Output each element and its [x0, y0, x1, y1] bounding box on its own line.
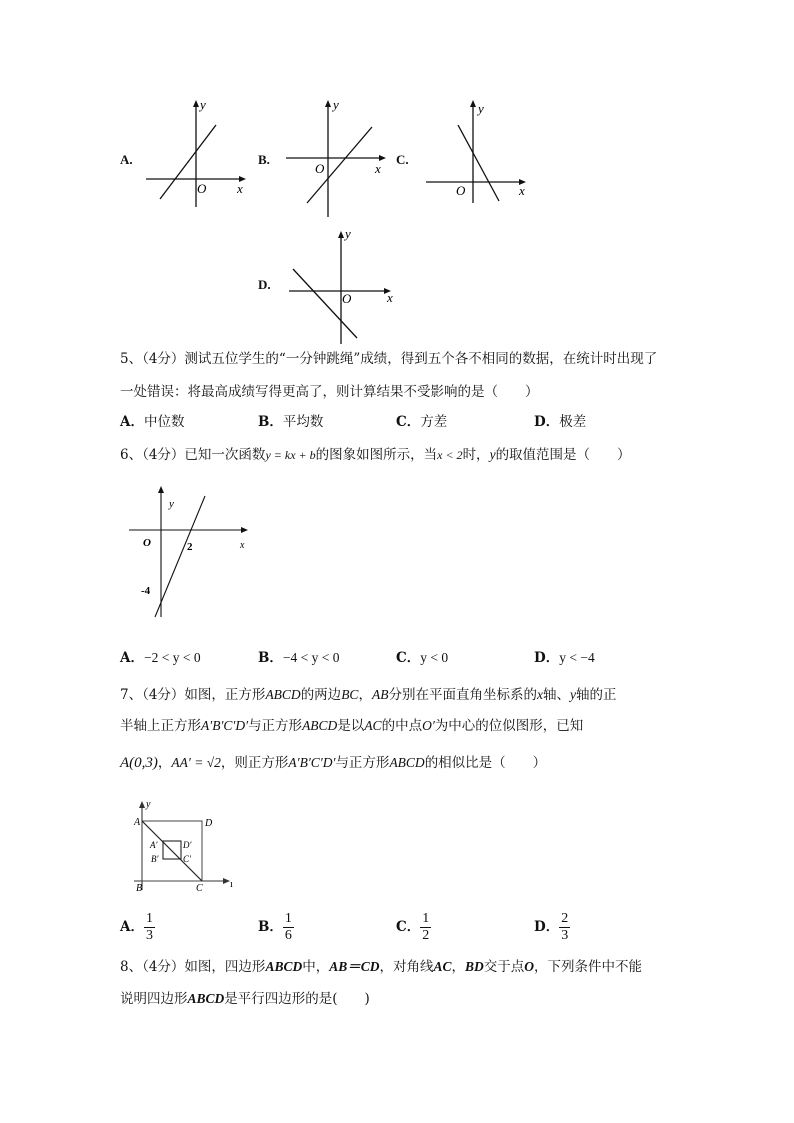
- q6-stem-suffix: 的取值范围是（ ）: [495, 447, 631, 463]
- y-arrow: [338, 231, 344, 238]
- q7-text: 是以: [337, 718, 365, 734]
- q7-bc: BC: [341, 687, 359, 702]
- q5-option-b-label: B．: [258, 414, 283, 430]
- y-label: y: [478, 101, 484, 116]
- label-d-prime: D′: [183, 840, 192, 850]
- q8-text: ，下列条件中不能: [534, 959, 642, 975]
- label-d: D: [205, 818, 213, 829]
- q7-text: 的中点: [381, 718, 423, 734]
- graph-c: [422, 95, 534, 205]
- q8-ac: AC: [433, 959, 452, 974]
- q6-option-d-label: D．: [534, 650, 560, 666]
- q7-text: 的两边: [300, 687, 342, 703]
- option-b-label: B.: [258, 152, 270, 167]
- label-c-prime: C′: [183, 854, 191, 864]
- x-arrow: [241, 527, 248, 533]
- q6-option-a-label: A．: [120, 650, 144, 666]
- q8-bd: BD: [464, 959, 484, 974]
- denominator: 6: [284, 928, 292, 943]
- q6-option-d-text: y < −4: [559, 650, 595, 665]
- y-label: y: [333, 97, 339, 112]
- y-arrow: [158, 486, 164, 493]
- q8-text: ，对角线: [379, 959, 434, 975]
- origin-label: O: [456, 183, 466, 198]
- q7-option-d-fraction: [559, 912, 570, 943]
- q7-text: 与正方形: [248, 718, 303, 734]
- q7-text: 的相似比是（ ）: [424, 755, 547, 771]
- q7-text: 轴的正: [575, 687, 617, 703]
- q7-option-c-label: C．: [396, 918, 421, 935]
- x-label: ı: [230, 879, 233, 890]
- q7-option-c-fraction: [420, 912, 431, 943]
- q5-stem-line1: 5、（4分）测试五位学生的“一分钟跳绳”成绩，得到五个各不相同的数据，在统计时出现了: [120, 351, 658, 367]
- q7-abcd: ABCD: [389, 755, 425, 770]
- q5-option-a-text: 中位数: [143, 414, 185, 430]
- q7-abcd: ABCD: [265, 687, 301, 702]
- label-a: A: [134, 817, 141, 828]
- q7-option-a: [120, 912, 155, 943]
- q8-o: O: [524, 959, 534, 974]
- q6-stem-condition: x < 2: [437, 448, 463, 462]
- numerator: 1: [422, 911, 430, 926]
- q7-aa-length: AA′ = √2: [171, 755, 221, 770]
- q6-option-c-text: y < 0: [420, 650, 449, 665]
- q6-option-b: [258, 651, 340, 666]
- option-d-label: D.: [258, 277, 271, 292]
- label-c: C: [196, 883, 203, 894]
- y-label: y: [146, 799, 151, 810]
- q6-stem-mid2: 时，: [462, 447, 490, 463]
- y-arrow: [139, 801, 145, 808]
- q7-abcd: ABCD: [302, 718, 338, 733]
- numerator: 1: [145, 911, 153, 926]
- q7-point-a: A(0,3): [120, 755, 158, 771]
- q6-stem: [120, 448, 631, 463]
- q5-option-d-label: D．: [534, 414, 560, 430]
- x-label: x: [240, 540, 245, 551]
- denominator: 2: [422, 928, 430, 943]
- y-arrow: [325, 100, 331, 107]
- q7-o-prime: O′: [422, 718, 435, 733]
- q7-line2: [120, 719, 583, 734]
- diagonal-ac: [142, 821, 202, 881]
- graph-a: [142, 95, 252, 207]
- q7-text: ，则正方形: [220, 755, 289, 771]
- q6-option-a-text: −2 < y < 0: [143, 650, 201, 665]
- label-b: B: [136, 883, 143, 894]
- q7-ab: AB: [371, 687, 389, 702]
- q6-stem-prefix: 6、（4分）已知一次函数: [120, 447, 266, 463]
- x-label: x: [237, 181, 243, 196]
- q7-text: 与正方形: [335, 755, 390, 771]
- q5-option-d-text: 极差: [559, 414, 587, 430]
- q6-graph: [125, 482, 260, 627]
- q6-option-b-label: B．: [258, 650, 283, 666]
- q7-option-a-fraction: [144, 912, 155, 943]
- y-label: y: [169, 498, 174, 510]
- q8-text: 8、（4分）如图，四边形: [120, 959, 266, 975]
- square-prime: [163, 841, 181, 859]
- y-arrow: [470, 100, 476, 107]
- q5-option-c-label: C．: [396, 414, 421, 430]
- x-label: x: [375, 161, 381, 176]
- q6-option-d: [534, 651, 595, 666]
- q8-abcd: ABCD: [265, 959, 303, 974]
- q7-ac: AC: [364, 718, 382, 733]
- q5-option-a: [120, 416, 184, 430]
- origin-label: O: [342, 291, 352, 306]
- label-b-prime: B′: [151, 854, 159, 864]
- y-label: y: [345, 226, 351, 241]
- q7-square-prime: A′B′C′D′: [201, 718, 249, 733]
- q7-text: ，: [358, 687, 372, 703]
- q7-square-prime: A′B′C′D′: [288, 755, 336, 770]
- q7-option-b-fraction: [283, 912, 294, 943]
- q7-text: 7、（4分）如图，正方形: [120, 687, 266, 703]
- function-line: [160, 125, 216, 199]
- q7-option-b: [258, 912, 294, 943]
- q5-option-d: [534, 416, 586, 430]
- y-arrow: [193, 100, 199, 107]
- q7-figure: [128, 795, 238, 895]
- q7-text: ，: [157, 755, 172, 771]
- denominator: 3: [145, 928, 153, 943]
- q6-option-b-text: −4 < y < 0: [282, 650, 340, 665]
- q7-text: 为中心的位似图形，已知: [434, 718, 584, 734]
- q7-line1: [120, 688, 616, 703]
- q5-option-a-label: A．: [120, 414, 144, 430]
- q6-stem-mid: 的图象如图所示，当: [315, 447, 438, 463]
- q6-option-a: [120, 651, 201, 666]
- origin-label: O: [315, 161, 325, 176]
- q8-line2: [120, 992, 370, 1007]
- x-label: x: [387, 290, 393, 305]
- q7-option-d-label: D．: [534, 918, 560, 935]
- q7-option-d: [534, 912, 570, 943]
- q8-abcd: ABCD: [187, 991, 225, 1006]
- option-c-label: C.: [396, 152, 409, 167]
- q8-text: 交于点: [483, 959, 525, 975]
- x-arrow: [223, 878, 230, 884]
- q7-x: x: [536, 687, 543, 702]
- q6-stem-var: y: [489, 447, 496, 462]
- origin-label: O: [197, 181, 207, 196]
- q8-equation: AB＝CD: [329, 959, 380, 974]
- q8-text: 说明四边形: [120, 991, 188, 1007]
- denominator: 3: [561, 928, 569, 943]
- q6-option-c-label: C．: [396, 650, 421, 666]
- q7-option-c: [396, 912, 431, 943]
- origin-label: O: [143, 537, 151, 549]
- q5-option-b: [258, 416, 323, 430]
- graph-d: [285, 226, 400, 346]
- q7-text: 半轴上正方形: [120, 718, 201, 734]
- q5-option-c: [396, 416, 447, 430]
- option-a-label: A.: [120, 152, 133, 167]
- q7-option-a-label: A．: [120, 918, 144, 935]
- q7-option-b-label: B．: [258, 918, 283, 935]
- q6-option-c: [396, 651, 448, 666]
- q7-line3: [120, 755, 546, 771]
- x-label: x: [519, 183, 525, 198]
- y-intercept-label: -4: [141, 585, 151, 597]
- x-intercept-label: 2: [187, 541, 193, 553]
- q5-stem-line2: 一处错误：将最高成绩写得更高了，则计算结果不受影响的是（ ）: [120, 384, 539, 400]
- q8-text: 是平行四边形的是( ): [224, 991, 370, 1007]
- q7-text: 分别在平面直角坐标系的: [388, 687, 537, 703]
- q5-option-b-text: 平均数: [282, 414, 324, 430]
- q6-stem-function: y = kx + b: [265, 448, 316, 462]
- q7-text: 轴、: [542, 687, 570, 703]
- q8-line1: [120, 960, 642, 975]
- q8-text: ，: [451, 959, 465, 975]
- numerator: 2: [561, 911, 569, 926]
- graph-b: [282, 95, 392, 220]
- q8-text: 中，: [302, 959, 330, 975]
- label-a-prime: A′: [150, 840, 158, 850]
- y-label: y: [200, 97, 206, 112]
- numerator: 1: [284, 911, 292, 926]
- q7-y: y: [569, 687, 576, 702]
- q5-option-c-text: 方差: [420, 414, 448, 430]
- function-line: [155, 496, 205, 617]
